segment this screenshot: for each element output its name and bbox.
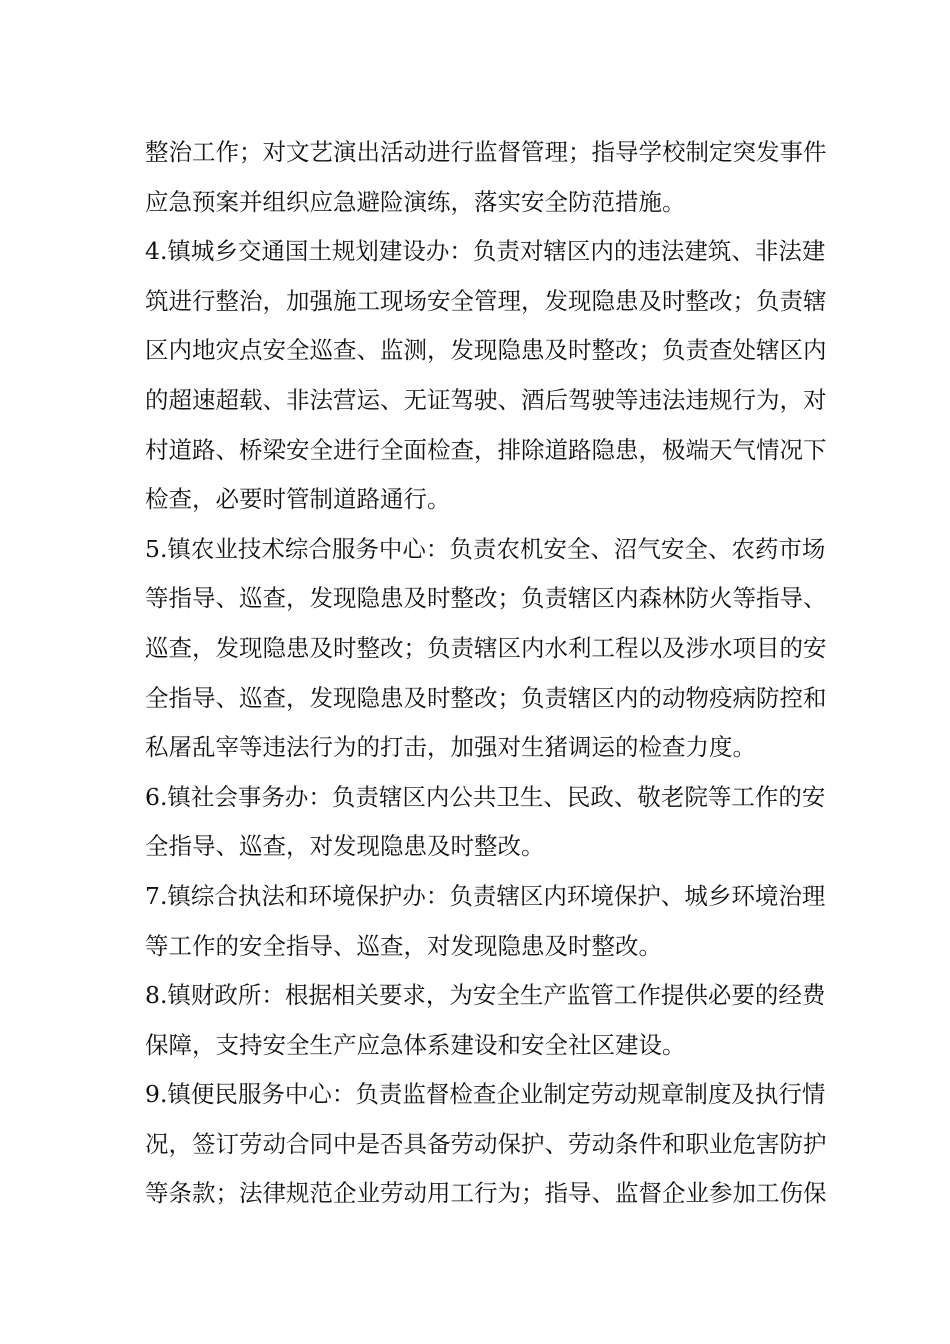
text-line: 况，签订劳动合同中是否具备劳动保护、劳动条件和职业危害防护: [145, 1129, 827, 1158]
text-line: 5.镇农业技术综合服务中心：负责农机安全、沼气安全、农药市场: [145, 534, 826, 563]
text-line: 8.镇财政所：根据相关要求，为安全生产监管工作提供必要的经费: [145, 981, 826, 1010]
text-line: 保障，支持安全生产应急体系建设和安全社区建设。: [145, 1030, 686, 1059]
text-line: 等条款；法律规范企业劳动用工行为；指导、监督企业参加工伤保: [145, 1179, 827, 1208]
text-line: 全指导、巡查，发现隐患及时整改；负责辖区内的动物疫病防控和: [145, 683, 827, 712]
text-line: 应急预案并组织应急避险演练，落实安全防范措施。: [145, 187, 686, 216]
text-line: 的超速超载、非法营运、无证驾驶、酒后驾驶等违法违规行为，对: [145, 385, 827, 414]
text-line: 9.镇便民服务中心：负责监督检查企业制定劳动规章制度及执行情: [145, 1080, 826, 1109]
text-line: 6.镇社会事务办：负责辖区内公共卫生、民政、敬老院等工作的安: [145, 782, 826, 811]
text-line: 7.镇综合执法和环境保护办：负责辖区内环境保护、城乡环境治理: [145, 881, 826, 910]
text-line: 全指导、巡查，对发现隐患及时整改。: [145, 832, 545, 861]
text-line: 4.镇城乡交通国土规划建设办：负责对辖区内的违法建筑、非法建: [145, 237, 826, 266]
text-line: 等指导、巡查，发现隐患及时整改；负责辖区内森林防火等指导、: [145, 584, 827, 613]
text-line: 整治工作；对文艺演出活动进行监督管理；指导学校制定突发事件: [145, 138, 827, 166]
text-line: 村道路、桥梁安全进行全面检查，排除道路隐患，极端天气情况下: [145, 435, 827, 464]
text-line: 检查，必要时管制道路通行。: [145, 485, 451, 514]
text-line: 等工作的安全指导、巡查，对发现隐患及时整改。: [145, 931, 662, 960]
text-line: 区内地灾点安全巡查、监测，发现隐患及时整改；负责查处辖区内: [145, 336, 827, 365]
text-line: 筑进行整治，加强施工现场安全管理，发现隐患及时整改；负责辖: [145, 286, 827, 315]
text-line: 私屠乱宰等违法行为的打击，加强对生猪调运的检查力度。: [145, 733, 756, 762]
document-body: [145, 128, 827, 1219]
text-line: 巡查，发现隐患及时整改；负责辖区内水利工程以及涉水项目的安: [145, 633, 827, 662]
